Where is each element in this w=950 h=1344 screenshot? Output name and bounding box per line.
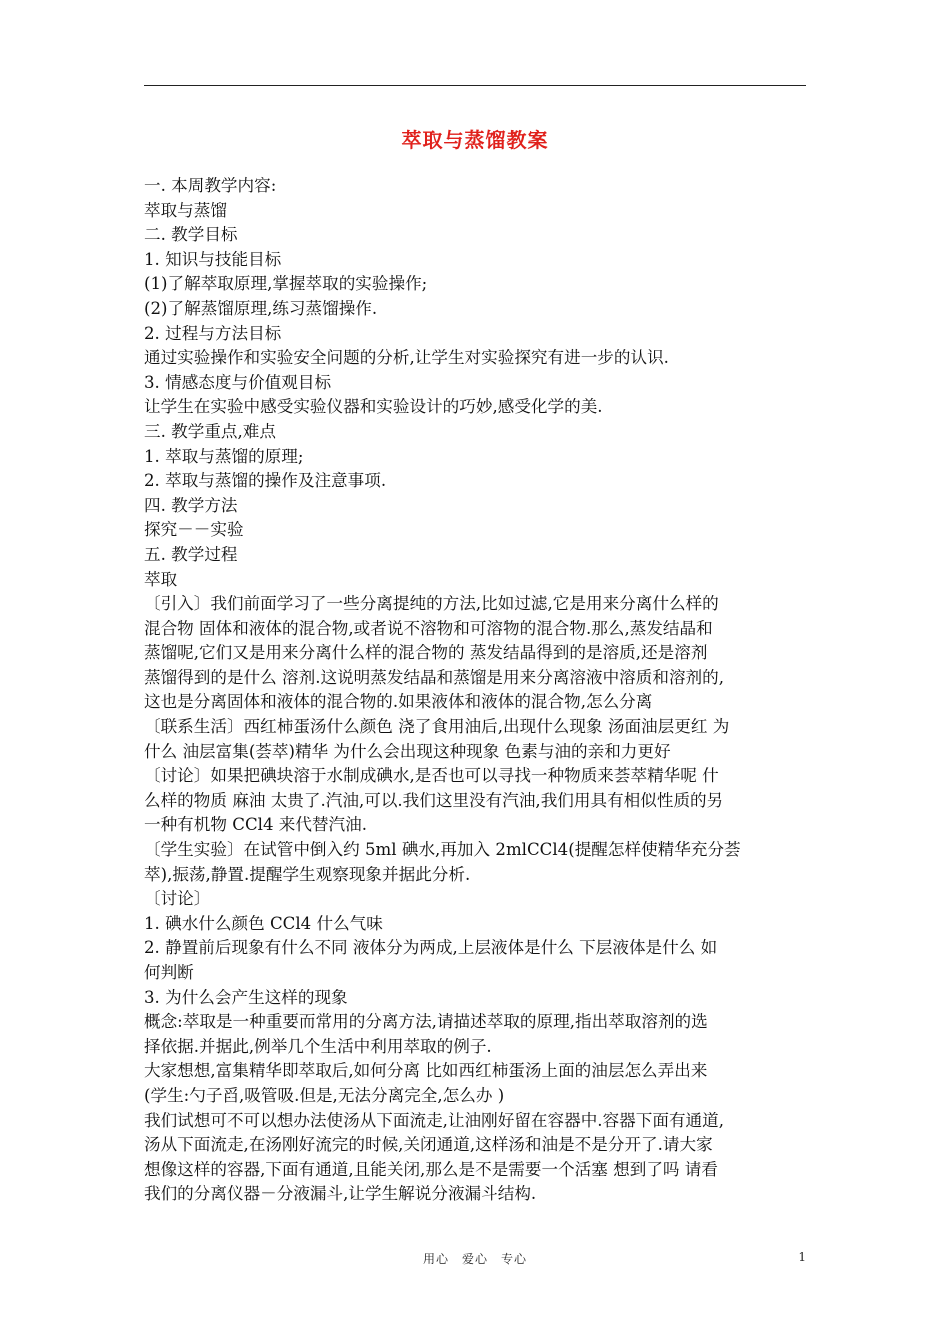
text-line: (2)了解蒸馏原理,练习蒸馏操作.	[144, 298, 378, 318]
text-line: 2. 静置前后现象有什么不同 液体分为两成,上层液体是什么 下层液体是什么 如	[144, 938, 718, 958]
footer-text: 用心 爱心 专心	[422, 1252, 527, 1266]
text-line: 我们试想可不可以想办法使汤从下面流走,让油刚好留在容器中.容器下面有通道,	[144, 1110, 725, 1130]
text-line: 3. 为什么会产生这样的现象	[144, 987, 348, 1007]
text-line: 汤从下面流走,在汤刚好流完的时候,关闭通道,这样汤和油是不是分开了.请大家	[144, 1135, 713, 1155]
text-line: 萃取与蒸馏	[144, 200, 227, 220]
header-rule	[144, 85, 806, 86]
text-line: 让学生在实验中感受实验仪器和实验设计的巧妙,感受化学的美.	[144, 397, 603, 417]
text-line: 混合物 固体和液体的混合物,或者说不溶物和可溶物的混合物.那么,蒸发结晶和	[144, 618, 713, 638]
text-line: 〔联系生活〕西红柿蛋汤什么颜色 浇了食用油后,出现什么现象 汤面油层更红 为	[144, 717, 730, 737]
text-line: 〔讨论〕	[144, 889, 211, 909]
text-line: 二. 教学目标	[144, 225, 238, 245]
text-line: 3. 情感态度与价值观目标	[144, 372, 332, 392]
text-line: 大家想想,富集精华即萃取后,如何分离 比如西红柿蛋汤上面的油层怎么弄出来	[144, 1061, 708, 1081]
text-line: 2. 萃取与蒸馏的操作及注意事项.	[144, 471, 387, 491]
text-line: 萃),振荡,静置.提醒学生观察现象并据此分析.	[144, 864, 471, 884]
text-line: 择依据.并据此,例举几个生活中利用萃取的例子.	[144, 1036, 492, 1056]
text-line: 何判断	[144, 963, 194, 982]
text-line: 想像这样的容器,下面有通道,且能关闭,那么是不是需要一个活塞 想到了吗 请看	[144, 1159, 718, 1179]
text-line: 蒸馏得到的是什么 溶剂.这说明蒸发结晶和蒸馏是用来分离溶液中溶质和溶剂的,	[144, 667, 725, 687]
text-line: 这也是分离固体和液体的混合物的.如果液体和液体的混合物,怎么分离	[144, 692, 653, 712]
text-line: 1. 碘水什么颜色 CCl4 什么气味	[144, 913, 383, 933]
text-line: 五. 教学过程	[144, 544, 238, 564]
text-line: 萃取	[144, 569, 178, 589]
text-line: 我们的分离仪器－分液漏斗,让学生解说分液漏斗结构.	[144, 1184, 537, 1204]
text-line: 一. 本周教学内容:	[144, 176, 277, 195]
page-number: 1	[798, 1250, 806, 1264]
text-line: 三. 教学重点,难点	[144, 421, 276, 441]
text-line: 1. 知识与技能目标	[144, 249, 282, 269]
text-line: 1. 萃取与蒸馏的原理;	[144, 446, 304, 466]
text-line: 2. 过程与方法目标	[144, 323, 282, 343]
text-line: 蒸馏呢,它们又是用来分离什么样的混合物的 蒸发结晶得到的是溶质,还是溶剂	[144, 643, 708, 663]
text-line: (学生:勺子舀,吸管吸.但是,无法分离完全,怎么办 )	[144, 1085, 505, 1105]
text-line: 四. 教学方法	[144, 495, 238, 515]
text-line: 〔引入〕我们前面学习了一些分离提纯的方法,比如过滤,它是用来分离什么样的	[144, 594, 719, 614]
text-line: 什么 油层富集(荟萃)精华 为什么会出现这种现象 色素与油的亲和力更好	[144, 741, 671, 761]
text-line: 概念:萃取是一种重要而常用的分离方法,请描述萃取的原理,指出萃取溶剂的选	[144, 1012, 708, 1032]
text-line: (1)了解萃取原理,掌握萃取的实验操作;	[144, 274, 428, 294]
document-body	[144, 174, 808, 1207]
text-line: 探究－－实验	[144, 520, 244, 540]
text-line: 通过实验操作和实验安全问题的分析,让学生对实验探究有进一步的认识.	[144, 348, 669, 368]
text-line: 〔讨论〕如果把碘块溶于水制成碘水,是否也可以寻找一种物质来荟萃精华呢 什	[144, 766, 719, 786]
text-line: 〔学生实验〕在试管中倒入约 5ml 碘水,再加入 2mlCCl4(提醒怎样使精华充分荟	[144, 840, 741, 860]
text-line: 么样的物质 麻油 太贵了.汽油,可以.我们这里没有汽油,我们用具有相似性质的另	[144, 790, 724, 810]
page-title: 萃取与蒸馏教案	[401, 128, 549, 152]
text-line: 一种有机物 CCl4 来代替汽油.	[144, 815, 368, 835]
